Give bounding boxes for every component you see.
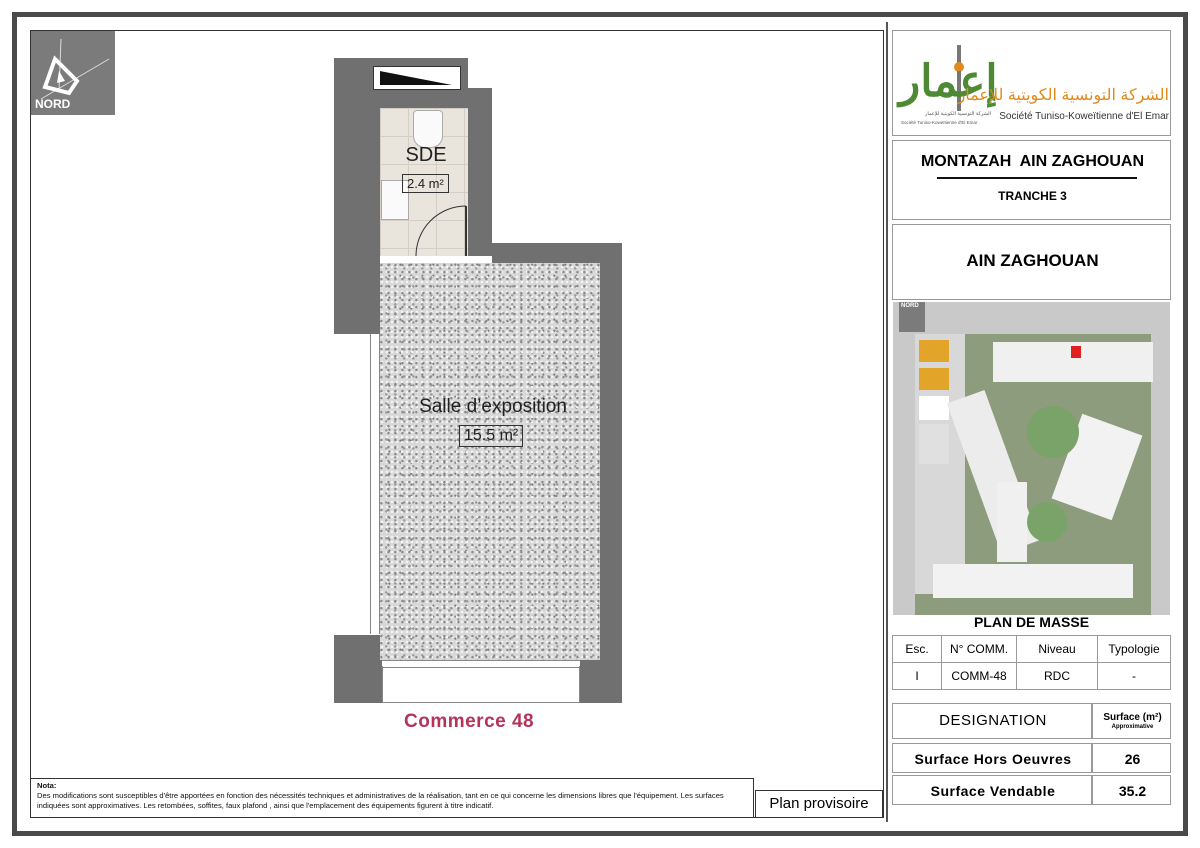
room-showroom-label: Salle d’exposition (419, 396, 567, 417)
location-box (892, 224, 1171, 300)
note-text: Des modifications sont susceptibles d'être apportées en fonction des nécessités techniques et administratives de la réalisation, tant en ce qui concerne les dimensions libres que l'équipement. Les surfaces indiquées sont approximatives. Les retombées, soffites, faux plafond , ainsi que l'emplacement des équipements figurent à titre indicatif. (37, 791, 724, 810)
project-divider (937, 177, 1137, 179)
north-label: NORD (35, 97, 71, 111)
surface-vendable-value: 35.2 (1118, 783, 1147, 799)
site-plan-drawing (893, 302, 1170, 615)
entrance (382, 666, 580, 703)
company-logo (897, 41, 998, 119)
company-name-ar: الشركة التونسية الكويتية للإعمار (957, 87, 1169, 104)
designation-header (892, 703, 1092, 739)
note-heading: Nota: (37, 781, 57, 790)
surface-unit-sub: Approximative (1111, 724, 1154, 730)
project-box (892, 140, 1171, 220)
surface-row-label (892, 775, 1092, 805)
table-cell: I (893, 663, 942, 690)
project-tranche: TRANCHE 3 (998, 189, 1067, 203)
surface-hors-oeuvres-label: Surface Hors Oeuvres (914, 751, 1072, 767)
unit-title: Commerce 48 (404, 711, 535, 732)
project-name: MONTAZAH AIN ZAGHOUAN (920, 153, 1145, 170)
room-showroom-area: 15.5 m² (459, 425, 523, 447)
surface-row-value (1092, 743, 1171, 773)
surface-row-label (892, 743, 1092, 773)
toilet-icon (413, 110, 443, 148)
status-label: Plan provisoire (755, 790, 883, 818)
company-name-fr-small: Société Tuniso-Koweïtienne d'El Emar (901, 120, 978, 125)
wall (334, 635, 382, 703)
wall (580, 660, 622, 703)
surface-row-value (1092, 775, 1171, 805)
wall (600, 243, 622, 703)
table-header: Typologie (1098, 636, 1171, 663)
site-plan-north-icon (899, 302, 925, 332)
glazing (370, 334, 380, 634)
table-cell: - (1098, 663, 1171, 690)
table-cell: RDC (1017, 663, 1098, 690)
project-location: AIN ZAGHOUAN (966, 251, 1099, 270)
table-cell: COMM-48 (942, 663, 1017, 690)
site-plan-title: PLAN DE MASSE (973, 614, 1090, 630)
showroom-floor (380, 263, 600, 660)
unit-info-table (892, 635, 1171, 690)
door-swing-icon (412, 202, 472, 262)
cartouche-divider (886, 22, 888, 822)
surface-hors-oeuvres-value: 26 (1124, 751, 1141, 767)
table-header: Esc. (893, 636, 942, 663)
company-logo-box (892, 30, 1171, 136)
site-plan-north-label: NORD (901, 303, 919, 309)
company-name-ar-small: الشركة التونسية الكويتية للإعمار (924, 111, 991, 117)
room-sde-area: 2.4 m² (402, 174, 449, 193)
room-sde-label: SDE (405, 144, 447, 166)
designation-label: DESIGNATION (939, 712, 1047, 729)
site-plan-image (893, 302, 1170, 615)
surface-unit-label: Surface (m²) (1103, 712, 1162, 723)
window (373, 66, 461, 90)
note-box-border (30, 778, 754, 818)
north-indicator (31, 31, 115, 115)
surface-vendable-label: Surface Vendable (930, 783, 1056, 799)
logo-arabic: إعمار (899, 57, 998, 106)
table-header: Niveau (1017, 636, 1098, 663)
table-header: N° COMM. (942, 636, 1017, 663)
surface-unit-header (1092, 703, 1171, 739)
company-name-fr: Société Tuniso-Koweïtienne d'El Emar (999, 111, 1169, 122)
